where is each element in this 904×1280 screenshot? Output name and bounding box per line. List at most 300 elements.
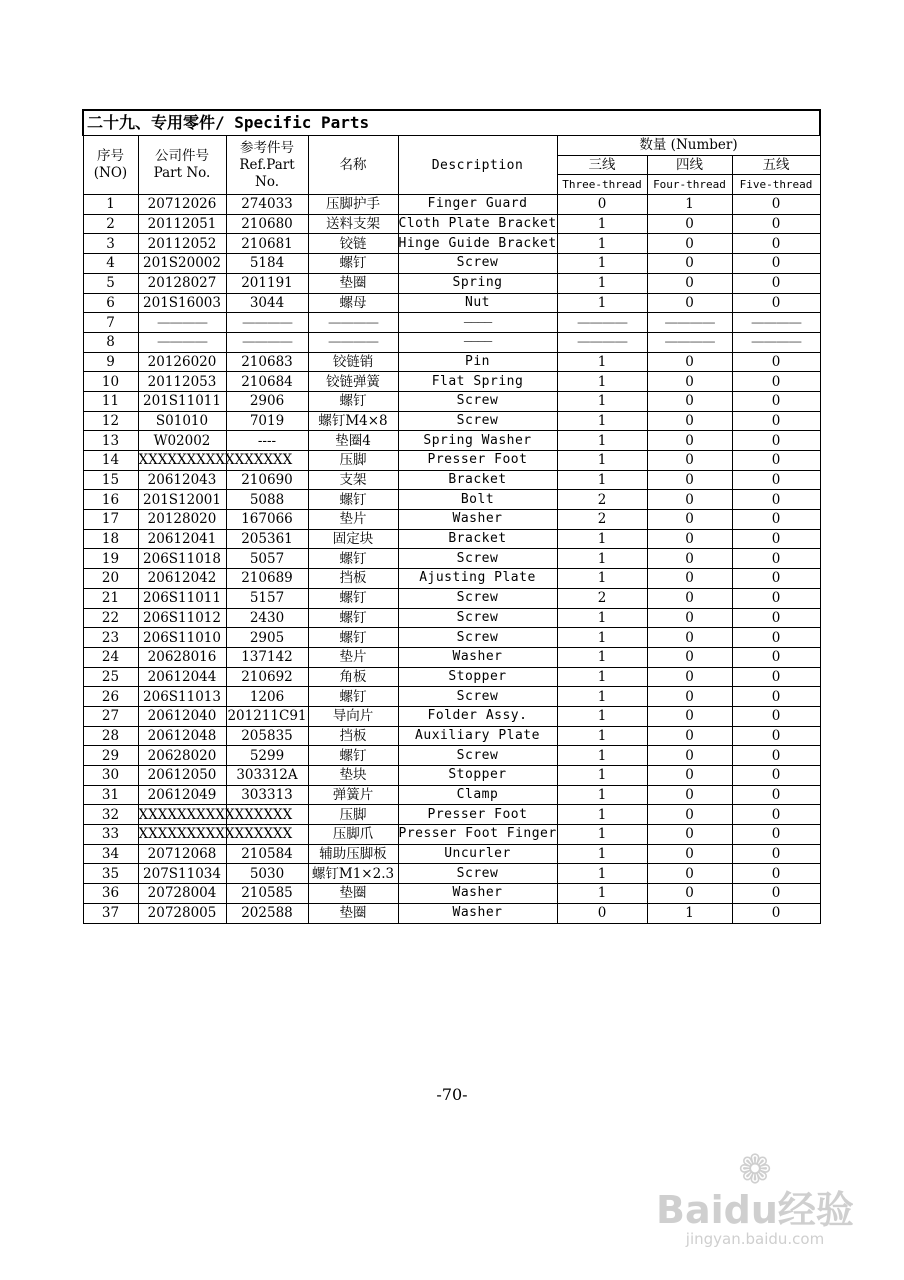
cell-qty-four: 0 bbox=[647, 884, 732, 904]
cell-part-no: 206S11011 bbox=[138, 588, 226, 608]
cell-no: 30 bbox=[83, 766, 138, 786]
cell-part-no: 207S11034 bbox=[138, 864, 226, 884]
header-four-thread-en: Four-thread bbox=[647, 175, 732, 195]
cell-ref-part-no: 303313 bbox=[226, 785, 308, 805]
table-row bbox=[83, 234, 820, 254]
cell-no: 3 bbox=[83, 234, 138, 254]
cell-part-no: 201S16003 bbox=[138, 293, 226, 313]
cell-qty-four: 0 bbox=[647, 234, 732, 254]
table-row bbox=[83, 687, 820, 707]
cell-description: Pin bbox=[398, 352, 557, 372]
cell-qty-three: 1 bbox=[557, 431, 647, 451]
cell-no: 36 bbox=[83, 884, 138, 904]
cell-qty-five: 0 bbox=[732, 628, 820, 648]
cell-name-cn: 螺钉 bbox=[308, 608, 398, 628]
cell-ref-part-no: 3044 bbox=[226, 293, 308, 313]
table-row bbox=[83, 490, 820, 510]
cell-qty-three: 1 bbox=[557, 706, 647, 726]
cell-ref-part-no: 205361 bbox=[226, 529, 308, 549]
cell-name-cn: 压脚 bbox=[308, 451, 398, 471]
cell-qty-three: 1 bbox=[557, 293, 647, 313]
cell-qty-five: 0 bbox=[732, 451, 820, 471]
cell-ref-part-no: 201211C91 bbox=[227, 708, 307, 725]
cell-name-cn: 螺母 bbox=[308, 293, 398, 313]
paw-logo-icon: ❁ bbox=[738, 1147, 772, 1193]
cell-qty-five: 0 bbox=[732, 510, 820, 530]
cell-qty-five: 0 bbox=[732, 195, 820, 215]
cell-ref-part-no: 5299 bbox=[226, 746, 308, 766]
cell-description: Screw bbox=[398, 864, 557, 884]
cell-qty-five: 0 bbox=[732, 273, 820, 293]
specific-parts-table bbox=[82, 109, 821, 924]
cell-ref-part-no: 202588 bbox=[226, 903, 308, 923]
cell-qty-five: ———— bbox=[732, 313, 820, 333]
cell-ref-part-no: 2430 bbox=[226, 608, 308, 628]
cell-qty-five: 0 bbox=[732, 667, 820, 687]
cell-qty-five: 0 bbox=[732, 805, 820, 825]
cell-qty-five: 0 bbox=[732, 391, 820, 411]
cell-qty-four: 0 bbox=[647, 470, 732, 490]
cell-description: Bracket bbox=[398, 470, 557, 490]
cell-description: Presser Foot bbox=[398, 805, 557, 825]
cell-name-cn: 螺钉 bbox=[308, 549, 398, 569]
cell-qty-four: 0 bbox=[647, 293, 732, 313]
cell-no: 25 bbox=[83, 667, 138, 687]
cell-ref-part-no: 210681 bbox=[226, 234, 308, 254]
cell-no: 35 bbox=[83, 864, 138, 884]
cell-ref-part-no: 5057 bbox=[226, 549, 308, 569]
cell-part-no: 206S11010 bbox=[138, 628, 226, 648]
cell-qty-four: 0 bbox=[647, 529, 732, 549]
table-row bbox=[83, 352, 820, 372]
cell-no: 19 bbox=[83, 549, 138, 569]
cell-qty-three: 1 bbox=[557, 687, 647, 707]
cell-ref-part-no: ---- bbox=[226, 431, 308, 451]
cell-qty-four: 0 bbox=[647, 766, 732, 786]
cell-no: 6 bbox=[83, 293, 138, 313]
cell-qty-five: 0 bbox=[732, 214, 820, 234]
cell-no: 1 bbox=[83, 195, 138, 215]
cell-qty-five: 0 bbox=[732, 825, 820, 845]
cell-name-cn: 垫圈 bbox=[308, 884, 398, 904]
cell-name-cn: 弹簧片 bbox=[308, 785, 398, 805]
cell-ref-part-no: 5030 bbox=[226, 864, 308, 884]
cell-qty-five: 0 bbox=[732, 903, 820, 923]
table-row bbox=[83, 214, 820, 234]
cell-qty-four: 1 bbox=[647, 903, 732, 923]
cell-qty-five: 0 bbox=[732, 706, 820, 726]
cell-name-cn: 导向片 bbox=[308, 706, 398, 726]
cell-qty-four: 0 bbox=[647, 431, 732, 451]
cell-no: 8 bbox=[83, 332, 138, 352]
table-row bbox=[83, 273, 820, 293]
cell-qty-four: 0 bbox=[647, 844, 732, 864]
cell-description: Stopper bbox=[398, 766, 557, 786]
cell-qty-five: 0 bbox=[732, 588, 820, 608]
cell-qty-three: 1 bbox=[557, 785, 647, 805]
cell-name-cn: 固定块 bbox=[308, 529, 398, 549]
cell-description: Washer bbox=[398, 884, 557, 904]
cell-ref-part-no: 210689 bbox=[226, 569, 308, 589]
cell-qty-four: ———— bbox=[647, 332, 732, 352]
cell-description: Nut bbox=[398, 293, 557, 313]
table-row bbox=[83, 569, 820, 589]
header-description: Description bbox=[398, 136, 557, 195]
header-ref-en: Ref.Part bbox=[239, 156, 295, 173]
header-quantity: 数量 (Number) bbox=[557, 136, 820, 156]
cell-qty-five: 0 bbox=[732, 884, 820, 904]
table-row bbox=[83, 706, 820, 726]
cell-no: 15 bbox=[83, 470, 138, 490]
cell-part-no: 20612041 bbox=[138, 529, 226, 549]
header-five-thread-cn: 五线 bbox=[732, 155, 820, 175]
cell-part-no: 20112051 bbox=[138, 214, 226, 234]
cell-description: Screw bbox=[398, 391, 557, 411]
cell-part-no: 206S11018 bbox=[138, 549, 226, 569]
cell-qty-four: 0 bbox=[647, 352, 732, 372]
cell-part-no: 20712026 bbox=[138, 195, 226, 215]
cell-qty-five: 0 bbox=[732, 766, 820, 786]
header-ref-part bbox=[226, 136, 308, 195]
cell-name-cn: 角板 bbox=[308, 667, 398, 687]
cell-qty-three: 1 bbox=[557, 411, 647, 431]
cell-no: 26 bbox=[83, 687, 138, 707]
cell-part-no: 206S11012 bbox=[138, 608, 226, 628]
cell-qty-five: 0 bbox=[732, 687, 820, 707]
cell-part-no: 20612048 bbox=[138, 726, 226, 746]
cell-name-cn: 铰链弹簧 bbox=[308, 372, 398, 392]
cell-qty-three: 1 bbox=[557, 608, 647, 628]
cell-name-cn: 螺钉M1×2.3 bbox=[308, 864, 398, 884]
cell-no: 17 bbox=[83, 510, 138, 530]
cell-description: Uncurler bbox=[398, 844, 557, 864]
cell-qty-three: 1 bbox=[557, 254, 647, 274]
cell-ref-part-no: 1206 bbox=[226, 687, 308, 707]
header-name-cn: 名称 bbox=[308, 136, 398, 195]
cell-description: Screw bbox=[398, 746, 557, 766]
cell-description: Finger Guard bbox=[398, 195, 557, 215]
cell-qty-five: 0 bbox=[732, 608, 820, 628]
cell-qty-four: 0 bbox=[647, 667, 732, 687]
cell-name-cn: 垫圈 bbox=[308, 903, 398, 923]
table-row bbox=[83, 588, 820, 608]
cell-no: 29 bbox=[83, 746, 138, 766]
cell-description: Screw bbox=[398, 254, 557, 274]
cell-no: 2 bbox=[83, 214, 138, 234]
cell-description: Ajusting Plate bbox=[398, 569, 557, 589]
cell-qty-three: 1 bbox=[557, 864, 647, 884]
table-row bbox=[83, 391, 820, 411]
header-no bbox=[83, 136, 138, 195]
table-row bbox=[83, 470, 820, 490]
cell-no: 12 bbox=[83, 411, 138, 431]
cell-no: 21 bbox=[83, 588, 138, 608]
cell-description: Screw bbox=[398, 411, 557, 431]
cell-qty-three: 1 bbox=[557, 529, 647, 549]
cell-part-no: 20612044 bbox=[138, 667, 226, 687]
table-row bbox=[83, 884, 820, 904]
header-five-thread-en: Five-thread bbox=[732, 175, 820, 195]
cell-ref-part-no: 210680 bbox=[226, 214, 308, 234]
cell-qty-three: 2 bbox=[557, 510, 647, 530]
cell-part-no: W02002 bbox=[138, 431, 226, 451]
cell-name-cn: ———— bbox=[308, 313, 398, 333]
cell-qty-three: 1 bbox=[557, 628, 647, 648]
cell-qty-three: 1 bbox=[557, 569, 647, 589]
cell-qty-four: 0 bbox=[647, 825, 732, 845]
cell-name-cn: 挡板 bbox=[308, 569, 398, 589]
cell-qty-five: 0 bbox=[732, 234, 820, 254]
cell-qty-five: 0 bbox=[732, 293, 820, 313]
cell-part-no: 20112053 bbox=[138, 372, 226, 392]
cell-qty-three: 1 bbox=[557, 451, 647, 471]
table-row bbox=[83, 647, 820, 667]
cell-qty-four: ———— bbox=[647, 313, 732, 333]
header-ref-en2: No. bbox=[255, 173, 279, 190]
cell-qty-three: 1 bbox=[557, 234, 647, 254]
cell-qty-four: 0 bbox=[647, 490, 732, 510]
cell-ref-part-no: 5184 bbox=[226, 254, 308, 274]
cell-ref-part-no: 5157 bbox=[226, 588, 308, 608]
cell-no: 20 bbox=[83, 569, 138, 589]
cell-name-cn: 螺钉 bbox=[308, 391, 398, 411]
cell-no: 22 bbox=[83, 608, 138, 628]
cell-ref-part-no: 2906 bbox=[226, 391, 308, 411]
cell-qty-four: 1 bbox=[647, 195, 732, 215]
cell-description: Spring bbox=[398, 273, 557, 293]
cell-qty-four: 0 bbox=[647, 647, 732, 667]
cell-ref-part-no: 210684 bbox=[226, 372, 308, 392]
cell-qty-five: 0 bbox=[732, 726, 820, 746]
cell-name-cn: 铰链销 bbox=[308, 352, 398, 372]
cell-part-no: 20628016 bbox=[138, 647, 226, 667]
table-row bbox=[83, 431, 820, 451]
cell-ref-part-no: 210683 bbox=[226, 352, 308, 372]
header-three-thread-en: Three-thread bbox=[557, 175, 647, 195]
cell-qty-five: 0 bbox=[732, 254, 820, 274]
cell-part-no: 20712068 bbox=[138, 844, 226, 864]
cell-no: 18 bbox=[83, 529, 138, 549]
cell-qty-five: 0 bbox=[732, 529, 820, 549]
cell-description: Bracket bbox=[398, 529, 557, 549]
cell-no: 32 bbox=[83, 805, 138, 825]
cell-qty-four: 0 bbox=[647, 785, 732, 805]
cell-part-no: 20128020 bbox=[138, 510, 226, 530]
table-row bbox=[83, 332, 820, 352]
cell-name-cn: 压脚 bbox=[308, 805, 398, 825]
cell-qty-five: 0 bbox=[732, 372, 820, 392]
cell-name-cn: 螺钉 bbox=[308, 490, 398, 510]
cell-no: 34 bbox=[83, 844, 138, 864]
cell-description: Spring Washer bbox=[398, 431, 557, 451]
cell-qty-four: 0 bbox=[647, 451, 732, 471]
cell-description: Washer bbox=[398, 647, 557, 667]
cell-qty-five: 0 bbox=[732, 647, 820, 667]
table-row bbox=[83, 667, 820, 687]
cell-qty-five: 0 bbox=[732, 549, 820, 569]
cell-description: Cloth Plate Bracket bbox=[398, 214, 557, 234]
cell-part-no: 20612043 bbox=[138, 470, 226, 490]
cell-name-cn: 螺钉 bbox=[308, 628, 398, 648]
cell-ref-part-no: 167066 bbox=[226, 510, 308, 530]
table-row bbox=[83, 510, 820, 530]
cell-ref-part-no: 210584 bbox=[226, 844, 308, 864]
cell-qty-three: 1 bbox=[557, 214, 647, 234]
cell-part-no: 20628020 bbox=[138, 746, 226, 766]
cell-qty-four: 0 bbox=[647, 411, 732, 431]
cell-qty-three: 2 bbox=[557, 490, 647, 510]
table-row bbox=[83, 529, 820, 549]
cell-qty-four: 0 bbox=[647, 746, 732, 766]
cell-ref-part-no: 210690 bbox=[226, 470, 308, 490]
cell-part-no: 201S20002 bbox=[138, 254, 226, 274]
cell-name-cn: 压脚爪 bbox=[308, 825, 398, 845]
cell-description: Presser Foot Finger bbox=[398, 825, 557, 845]
cell-qty-three: 1 bbox=[557, 391, 647, 411]
cell-part-no: 201S11011 bbox=[138, 391, 226, 411]
cell-ref-part-no: 205835 bbox=[226, 726, 308, 746]
cell-qty-three: 1 bbox=[557, 470, 647, 490]
cell-name-cn: 螺钉 bbox=[308, 588, 398, 608]
header-company-part bbox=[138, 136, 226, 195]
cell-qty-four: 0 bbox=[647, 628, 732, 648]
cell-name-cn: 螺钉 bbox=[308, 746, 398, 766]
cell-qty-four: 0 bbox=[647, 510, 732, 530]
table-row bbox=[83, 805, 820, 825]
cell-name-cn: 垫圈4 bbox=[308, 431, 398, 451]
cell-description: Flat Spring bbox=[398, 372, 557, 392]
cell-part-no: 20126020 bbox=[138, 352, 226, 372]
cell-no: 33 bbox=[83, 825, 138, 845]
cell-no: 31 bbox=[83, 785, 138, 805]
cell-name-cn: 螺钉 bbox=[308, 687, 398, 707]
cell-name-cn: 垫圈 bbox=[308, 273, 398, 293]
cell-description: Screw bbox=[398, 628, 557, 648]
header-three-thread-cn: 三线 bbox=[557, 155, 647, 175]
table-row bbox=[83, 254, 820, 274]
table-row bbox=[83, 313, 820, 333]
cell-description: Screw bbox=[398, 608, 557, 628]
cell-ref-part-no: 2905 bbox=[226, 628, 308, 648]
cell-name-cn: ———— bbox=[308, 332, 398, 352]
table-row bbox=[83, 844, 820, 864]
page-number: -70- bbox=[436, 1085, 468, 1104]
cell-part-no: 20728005 bbox=[138, 903, 226, 923]
table-row bbox=[83, 628, 820, 648]
cell-qty-four: 0 bbox=[647, 254, 732, 274]
cell-qty-four: 0 bbox=[647, 805, 732, 825]
cell-qty-three: 1 bbox=[557, 352, 647, 372]
cell-qty-five: 0 bbox=[732, 411, 820, 431]
watermark-url: jingyan.baidu.com bbox=[685, 1230, 825, 1248]
cell-qty-four: 0 bbox=[647, 608, 732, 628]
cell-no: 24 bbox=[83, 647, 138, 667]
cell-qty-five: 0 bbox=[732, 569, 820, 589]
cell-description: Stopper bbox=[398, 667, 557, 687]
cell-part-no: XXXXXXXXXXXXXXXX bbox=[138, 452, 293, 469]
cell-name-cn: 送料支架 bbox=[308, 214, 398, 234]
cell-qty-five: 0 bbox=[732, 352, 820, 372]
cell-qty-three: 0 bbox=[557, 195, 647, 215]
cell-description: ———— bbox=[398, 313, 557, 333]
baidu-watermark bbox=[640, 1147, 870, 1260]
cell-ref-part-no: 201191 bbox=[226, 273, 308, 293]
cell-no: 23 bbox=[83, 628, 138, 648]
cell-description: ———— bbox=[398, 332, 557, 352]
table-row bbox=[83, 766, 820, 786]
cell-ref-part-no: ———— bbox=[226, 332, 308, 352]
cell-ref-part-no: 7019 bbox=[226, 411, 308, 431]
table-row bbox=[83, 785, 820, 805]
cell-qty-five: 0 bbox=[732, 864, 820, 884]
cell-description: Screw bbox=[398, 549, 557, 569]
cell-qty-three: 1 bbox=[557, 372, 647, 392]
cell-qty-three: 1 bbox=[557, 647, 647, 667]
cell-qty-five: 0 bbox=[732, 490, 820, 510]
cell-description: Clamp bbox=[398, 785, 557, 805]
table-row bbox=[83, 411, 820, 431]
cell-qty-four: 0 bbox=[647, 391, 732, 411]
cell-no: 4 bbox=[83, 254, 138, 274]
cell-description: Presser Foot bbox=[398, 451, 557, 471]
cell-no: 7 bbox=[83, 313, 138, 333]
cell-qty-three: ———— bbox=[557, 332, 647, 352]
cell-qty-three: 1 bbox=[557, 825, 647, 845]
table-row bbox=[83, 608, 820, 628]
cell-name-cn: 垫片 bbox=[308, 510, 398, 530]
cell-qty-four: 0 bbox=[647, 372, 732, 392]
cell-ref-part-no: 303312A bbox=[226, 766, 308, 786]
table-row bbox=[83, 293, 820, 313]
cell-qty-three: 2 bbox=[557, 588, 647, 608]
cell-ref-part-no: 274033 bbox=[226, 195, 308, 215]
table-row bbox=[83, 549, 820, 569]
cell-part-no: ———— bbox=[138, 313, 226, 333]
cell-qty-three: ———— bbox=[557, 313, 647, 333]
cell-qty-five: ———— bbox=[732, 332, 820, 352]
table-row bbox=[83, 825, 820, 845]
cell-description: Washer bbox=[398, 903, 557, 923]
cell-name-cn: 辅助压脚板 bbox=[308, 844, 398, 864]
cell-name-cn: 铰链 bbox=[308, 234, 398, 254]
cell-no: 14 bbox=[83, 451, 138, 471]
cell-part-no: S01010 bbox=[138, 411, 226, 431]
cell-qty-three: 1 bbox=[557, 726, 647, 746]
cell-part-no: XXXXXXXXXXXXXXXX bbox=[138, 806, 293, 823]
cell-description: Bolt bbox=[398, 490, 557, 510]
cell-qty-three: 1 bbox=[557, 273, 647, 293]
cell-part-no: 20128027 bbox=[138, 273, 226, 293]
cell-name-cn: 垫片 bbox=[308, 647, 398, 667]
cell-qty-three: 1 bbox=[557, 746, 647, 766]
cell-part-no: 20612040 bbox=[138, 706, 226, 726]
cell-qty-four: 0 bbox=[647, 569, 732, 589]
cell-no: 16 bbox=[83, 490, 138, 510]
cell-description: Washer bbox=[398, 510, 557, 530]
cell-qty-three: 1 bbox=[557, 766, 647, 786]
cell-name-cn: 压脚护手 bbox=[308, 195, 398, 215]
cell-qty-three: 1 bbox=[557, 884, 647, 904]
cell-no: 28 bbox=[83, 726, 138, 746]
cell-qty-four: 0 bbox=[647, 549, 732, 569]
cell-no: 9 bbox=[83, 352, 138, 372]
cell-ref-part-no: ———— bbox=[226, 313, 308, 333]
header-no-cn: 序号 bbox=[97, 148, 124, 165]
cell-qty-five: 0 bbox=[732, 431, 820, 451]
cell-ref-part-no: 210585 bbox=[226, 884, 308, 904]
watermark-text: Baidu经验 bbox=[656, 1188, 854, 1232]
cell-part-no: ———— bbox=[138, 332, 226, 352]
